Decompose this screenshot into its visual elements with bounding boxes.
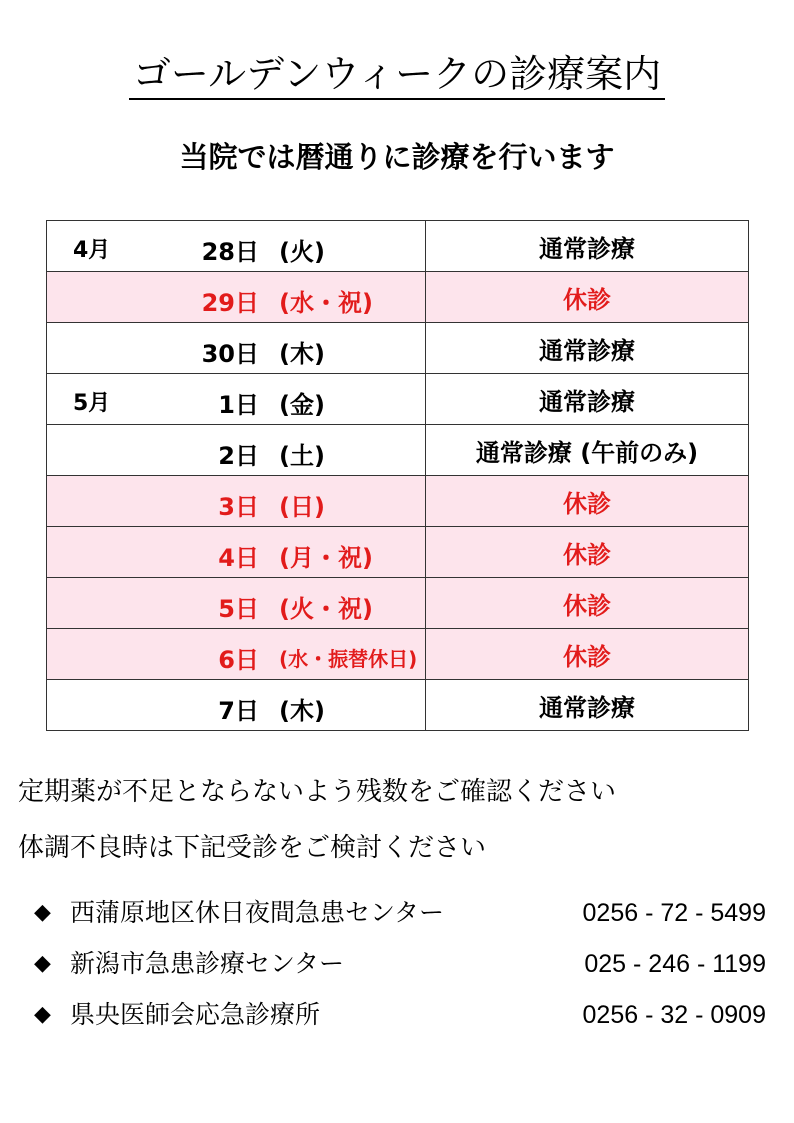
weekday-label: (土): [279, 442, 325, 470]
status-label: 休診: [563, 285, 611, 314]
diamond-bullet-icon: ◆: [34, 951, 51, 976]
page-title-text: ゴールデンウィークの診療案内: [129, 52, 665, 100]
weekday-label: (日): [279, 493, 325, 521]
status-cell: [426, 374, 749, 425]
date-cell: [47, 272, 426, 323]
day-label: 2日: [218, 442, 259, 470]
weekday-label: (水・振替休日): [279, 647, 418, 671]
day-label: 28日: [201, 238, 259, 266]
weekday-label: (火): [279, 238, 325, 266]
table-row: [47, 323, 749, 374]
status-label: 休診: [563, 642, 611, 671]
day-label: 4日: [218, 544, 259, 572]
date-cell: [47, 476, 426, 527]
status-cell: [426, 476, 749, 527]
contact-item: [34, 893, 774, 933]
table-row: [47, 476, 749, 527]
diamond-bullet-icon: ◆: [34, 900, 51, 925]
status-cell: [426, 323, 749, 374]
day-label: 29日: [201, 289, 259, 317]
status-cell: [426, 578, 749, 629]
page-subtitle: 当院では暦通りに診療を行います: [179, 140, 615, 174]
table-row: [47, 527, 749, 578]
contact-item: [34, 944, 774, 984]
schedule-table-body: [47, 221, 749, 731]
table-row: [47, 374, 749, 425]
table-row: [47, 578, 749, 629]
weekday-label: (水・祝): [279, 289, 373, 317]
status-cell: [426, 527, 749, 578]
refill-notice: 定期薬が不足とならないよう残数をご確認ください: [18, 777, 617, 807]
status-label: 休診: [563, 489, 611, 518]
day-label: 3日: [218, 493, 259, 521]
table-row: [47, 272, 749, 323]
status-label: 通常診療: [539, 234, 635, 263]
table-row: [47, 221, 749, 272]
day-label: 6日: [218, 646, 259, 674]
status-cell: [426, 425, 749, 476]
contact-phone: 0256 - 32 - 0909: [582, 1001, 766, 1029]
status-cell: [426, 272, 749, 323]
contact-phone: 025 - 246 - 1199: [584, 950, 766, 978]
table-row: [47, 425, 749, 476]
contact-phone: 0256 - 72 - 5499: [582, 899, 766, 927]
month-label: 4月: [73, 238, 111, 263]
status-label: 通常診療: [539, 387, 635, 416]
date-cell: [47, 374, 426, 425]
date-cell: [47, 680, 426, 731]
weekday-label: (木): [279, 340, 325, 368]
contact-name: 西蒲原地区休日夜間急患センター: [70, 898, 445, 927]
date-cell: [47, 527, 426, 578]
status-cell: [426, 221, 749, 272]
weekday-label: (木): [279, 697, 325, 725]
consultation-notice: 体調不良時は下記受診をご検討ください: [18, 833, 487, 863]
table-row: [47, 680, 749, 731]
status-label: 休診: [563, 591, 611, 620]
date-cell: [47, 425, 426, 476]
weekday-label: (月・祝): [279, 544, 373, 572]
date-cell: [47, 578, 426, 629]
contact-name: 新潟市急患診療センター: [70, 949, 345, 978]
date-cell: [47, 221, 426, 272]
status-label: 通常診療 (午前のみ): [475, 438, 699, 467]
status-label: 休診: [563, 540, 611, 569]
weekday-label: (金): [279, 391, 325, 419]
status-label: 通常診療: [539, 336, 635, 365]
month-label: 5月: [73, 391, 111, 416]
contact-name: 県央医師会応急診療所: [70, 1000, 321, 1029]
page-title: [0, 44, 794, 104]
status-cell: [426, 629, 749, 680]
schedule-table: [46, 220, 749, 731]
date-cell: [47, 629, 426, 680]
day-label: 7日: [218, 697, 259, 725]
contact-item: [34, 995, 774, 1035]
table-row: [47, 629, 749, 680]
day-label: 1日: [218, 391, 259, 419]
weekday-label: (火・祝): [279, 595, 373, 623]
day-label: 5日: [218, 595, 259, 623]
diamond-bullet-icon: ◆: [34, 1002, 51, 1027]
status-cell: [426, 680, 749, 731]
status-label: 通常診療: [539, 693, 635, 722]
date-cell: [47, 323, 426, 374]
day-label: 30日: [201, 340, 259, 368]
